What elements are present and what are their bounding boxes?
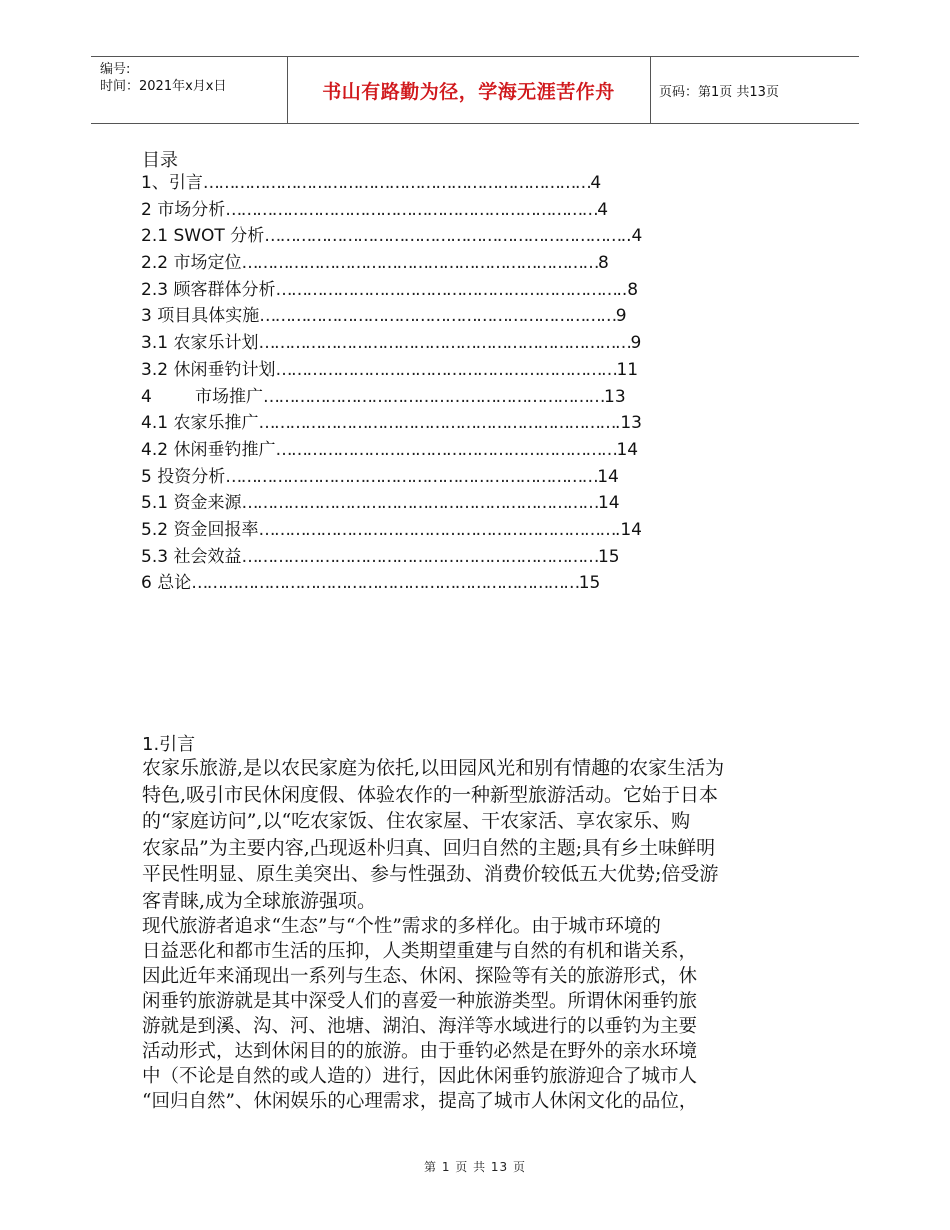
toc-entry[interactable] — [141, 410, 642, 437]
toc-entry[interactable] — [141, 250, 642, 277]
toc-entry[interactable] — [141, 544, 642, 571]
toc-entry[interactable] — [141, 384, 642, 411]
toc-entry-page: 9 — [630, 333, 642, 354]
toc-entry-label: 5 投资分析 — [141, 466, 226, 487]
toc-leader: ………………………………………………………… — [263, 386, 605, 407]
toc-leader: ……………………………………………………………… — [225, 199, 598, 220]
toc-entry-label: 4.1 农家乐推广 — [141, 413, 259, 434]
toc-entry[interactable] — [141, 277, 642, 304]
toc-entry-page: 4 — [590, 173, 602, 193]
header-divider — [650, 57, 651, 123]
time-label: 时间：2021年x月x日 — [100, 79, 227, 94]
toc-entry[interactable] — [141, 330, 642, 357]
toc-entry-page: 14 — [597, 493, 620, 514]
toc-leader: ………………………………………………………………… — [191, 573, 579, 594]
toc-leader: …………………………………………………………… — [241, 546, 598, 567]
toc-entry-label: 6 总论 — [141, 573, 192, 594]
toc-leader: ……………………………………………………………… — [225, 466, 598, 487]
text-line: 日益恶化和都市生活的压抑，人类期望重建与自然的有机和谐关系， — [142, 941, 698, 962]
toc-entry-label: 1、引言 — [141, 173, 203, 193]
text-line: “回归自然”、休闲娱乐的心理需求，提高了城市人休闲文化的品位， — [142, 1091, 698, 1112]
toc-entry[interactable] — [141, 490, 642, 517]
text-line: 游就是到溪、沟、河、池塘、湖泊、海洋等水域进行的以垂钓为主要 — [142, 1016, 698, 1037]
toc-entry-page: 13 — [604, 386, 626, 407]
toc-entry-label: 2.2 市场定位 — [141, 253, 242, 274]
toc-entry-label: 3.2 休闲垂钓计划 — [141, 359, 276, 380]
toc-entry-label: 5.3 社会效益 — [141, 546, 242, 567]
toc-entry-label: 4 市场推广 — [141, 386, 264, 407]
toc-entry[interactable] — [141, 437, 642, 464]
text-line: 农家乐旅游,是以农民家庭为依托,以田园风光和别有情趣的农家生活为 — [142, 757, 725, 779]
header-meta — [100, 61, 226, 95]
toc-leader: ……………………………………………………………… — [258, 333, 631, 354]
toc-entry[interactable] — [141, 197, 642, 224]
toc-entry[interactable] — [141, 303, 642, 330]
toc-leader: …………………………………………………………… — [259, 306, 616, 327]
toc-entry[interactable] — [141, 223, 642, 250]
section-title: 1.引言 — [142, 734, 196, 755]
text-line: 农家品”为主要内容,凸现返朴归真、回归自然的主题;具有乡土味鲜明 — [142, 836, 716, 859]
text-line: 中（不论是自然的或人造的）进行，因此休闲垂钓旅游迎合了城市人 — [142, 1066, 698, 1087]
toc-entry[interactable] — [141, 570, 642, 597]
text-line: 特色,吸引市民休闲度假、体验农作的一种新型旅游活动。它始于日本 — [142, 783, 719, 806]
intro-paragraph-2 — [142, 914, 697, 1114]
toc-entry-label: 5.2 资金回报率 — [141, 519, 259, 540]
header-page-info: 页码：第1页 共13页 — [659, 85, 779, 100]
toc-leader: ………………………………………………………… — [275, 359, 617, 380]
toc-entry-page: .14 — [614, 519, 642, 540]
toc-entry-label: 4.2 休闲垂钓推广 — [141, 439, 276, 460]
text-line: 闲垂钓旅游就是其中深受人们的喜爱一种旅游类型。所谓休闲垂钓旅 — [142, 991, 698, 1012]
document-header — [91, 56, 859, 124]
toc-entry-page: 8 — [597, 253, 609, 274]
toc-entry-page: 9 — [615, 306, 627, 327]
toc-leader: …………………………………………………………… — [258, 519, 615, 540]
toc-leader: ………………………………………………………… — [275, 439, 617, 460]
toc-leader: …………………………………………………………… — [241, 493, 598, 514]
page-footer: 第 1 页 共 13 页 — [424, 1160, 526, 1174]
toc-entry-page: 14 — [616, 439, 639, 460]
toc-entry-label: 2.1 SWOT 分析 — [141, 226, 265, 247]
table-of-contents — [141, 170, 642, 597]
toc-entry-page: ..8 — [616, 279, 639, 300]
intro-paragraph-1 — [142, 755, 724, 914]
toc-entry-label: 2 市场分析 — [141, 199, 226, 220]
text-line: 活动形式，达到休闲目的的旅游。由于垂钓必然是在野外的亲水环境 — [142, 1041, 698, 1062]
toc-entry-label: 3 项目具体实施 — [141, 306, 260, 327]
toc-entry[interactable] — [141, 517, 642, 544]
text-line: 现代旅游者追求“生态”与“个性”需求的多样化。由于城市环境的 — [142, 916, 661, 937]
toc-entry-page: .13 — [614, 413, 642, 434]
toc-leader: ………………………………………………………………… — [202, 173, 591, 193]
text-line: 平民性明显、原生美突出、参与性强劲、消费价较低五大优势;倍受游 — [142, 863, 719, 885]
toc-leader: …………………………………………………………… — [241, 253, 598, 274]
toc-entry-page: 15 — [597, 546, 620, 567]
toc-leader: …………………………………………………………… — [258, 413, 615, 434]
header-motto: 书山有路勤为径，学海无涯苦作舟 — [322, 80, 615, 103]
toc-entry[interactable] — [141, 170, 642, 197]
toc-entry-page: 11 — [616, 359, 639, 380]
toc-entry-label: 5.1 资金来源 — [141, 493, 242, 514]
text-line: 因此近年来涌现出一系列与生态、休闲、探险等有关的旅游形式，休 — [142, 966, 698, 987]
toc-title: 目录 — [142, 150, 178, 171]
toc-entry[interactable] — [141, 464, 642, 491]
number-label: 编号: — [100, 62, 131, 77]
toc-leader: ………………………………………………………… — [275, 279, 617, 300]
toc-entry-page: 15 — [578, 573, 601, 594]
toc-entry[interactable] — [141, 357, 642, 384]
toc-entry-label: 2.3 顾客群体分析 — [141, 279, 276, 300]
toc-entry-label: 3.1 农家乐计划 — [141, 333, 259, 354]
toc-entry-page: 4 — [597, 199, 609, 220]
toc-entry-page: ..4 — [620, 226, 643, 247]
toc-leader: …………………………………………………………… — [264, 226, 621, 247]
text-line: 客青睐,成为全球旅游强项。 — [142, 889, 377, 912]
toc-entry-page: 14 — [597, 466, 619, 487]
text-line: 的“家庭访问”,以“吃农家饭、住农家屋、干农家活、享农家乐、购 — [142, 810, 691, 832]
